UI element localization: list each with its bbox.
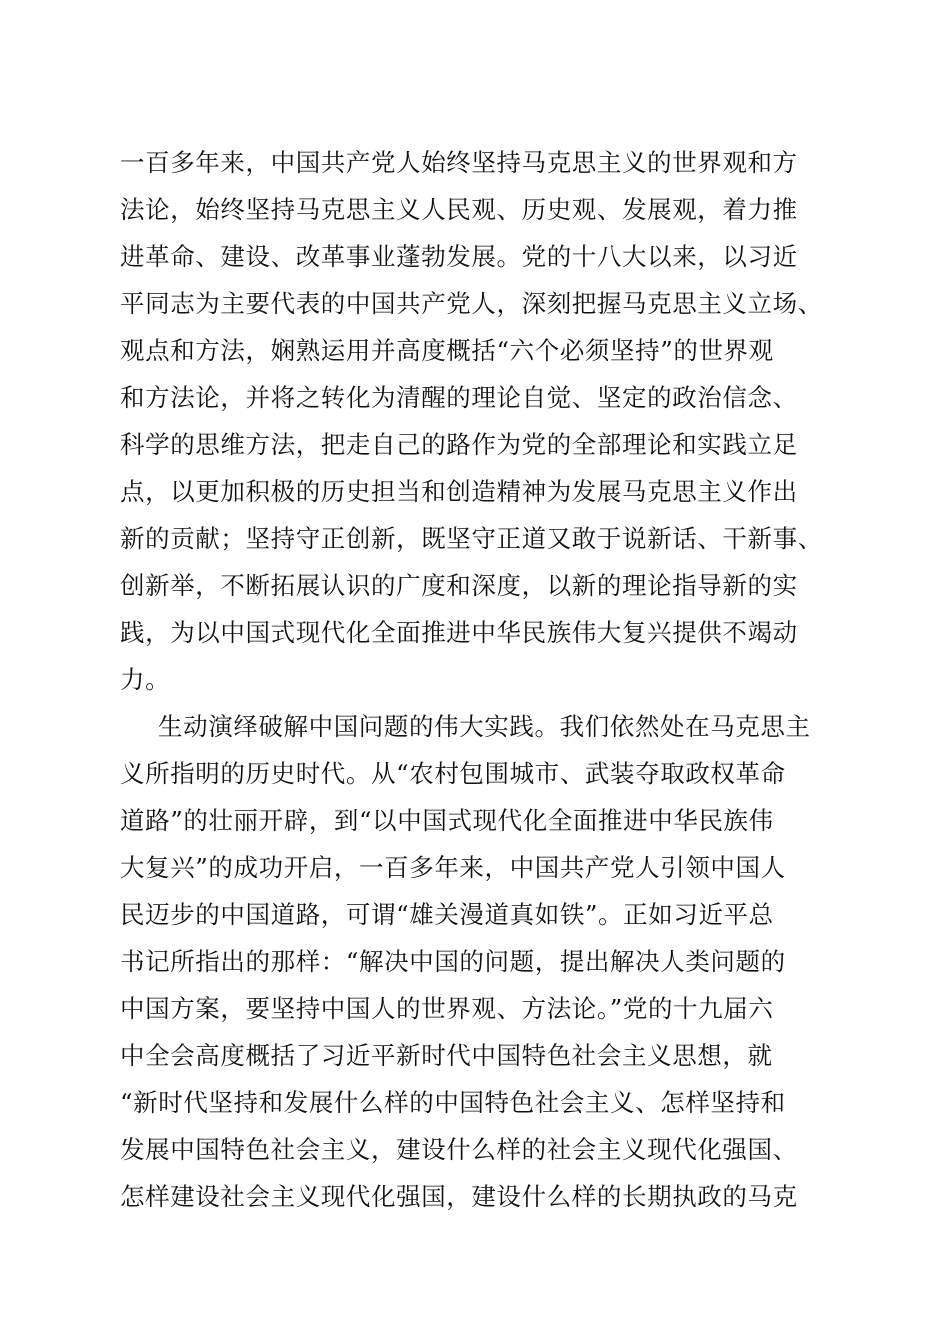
text-line: 一百多年来，中国共产党人始终坚持马克思主义的世界观和方: [120, 148, 798, 177]
text-line: 践，为以中国式现代化全面推进中华民族伟大复兴提供不竭动: [120, 618, 798, 647]
text-line: 观点和方法，娴熟运用并高度概括“六个必须坚持”的世界观: [120, 336, 774, 365]
text-line: 生动演绎破解中国问题的伟大实践。我们依然处在马克思主: [158, 712, 811, 741]
text-line: 书记所指出的那样：“解决中国的问题，提出解决人类问题的: [120, 947, 786, 976]
text-line: 进革命、建设、改革事业蓬勃发展。党的十八大以来，以习近: [120, 242, 798, 271]
text-line: 民迈步的中国道路，可谓“雄关漫道真如铁”。正如习近平总: [120, 900, 774, 929]
text-line: “新时代坚持和发展什么样的中国特色社会主义、怎样坚持和: [120, 1088, 786, 1117]
text-line: 创新举，不断拓展认识的广度和深度，以新的理论指导新的实: [120, 571, 798, 600]
text-line: 义所指明的历史时代。从“农村包围城市、武装夺取政权革命: [120, 759, 786, 788]
text-line: 科学的思维方法，把走自己的路作为党的全部理论和实践立足: [120, 430, 798, 459]
text-line: 和方法论，并将之转化为清醒的理论自觉、坚定的政治信念、: [120, 383, 798, 412]
text-line: 道路”的壮丽开辟，到“以中国式现代化全面推进中华民族伟: [120, 806, 774, 835]
text-line: 怎样建设社会主义现代化强国，建设什么样的长期执政的马克: [120, 1182, 798, 1211]
text-line: 大复兴”的成功开启，一百多年来，中国共产党人引领中国人: [120, 853, 786, 882]
text-line: 法论，始终坚持马克思主义人民观、历史观、发展观，着力推: [120, 195, 798, 224]
text-line: 新的贡献；坚持守正创新，既坚守正道又敢于说新话、干新事、: [120, 524, 823, 553]
text-line: 发展中国特色社会主义，建设什么样的社会主义现代化强国、: [120, 1135, 798, 1164]
text-line: 中国方案，要坚持中国人的世界观、方法论。”党的十九届六: [120, 994, 774, 1023]
text-line: 力。: [120, 665, 171, 694]
text-line: 平同志为主要代表的中国共产党人，深刻把握马克思主义立场、: [120, 289, 823, 318]
text-line: 点，以更加积极的历史担当和创造精神为发展马克思主义作出: [120, 477, 798, 506]
text-line: 中全会高度概括了习近平新时代中国特色社会主义思想，就: [120, 1041, 773, 1070]
